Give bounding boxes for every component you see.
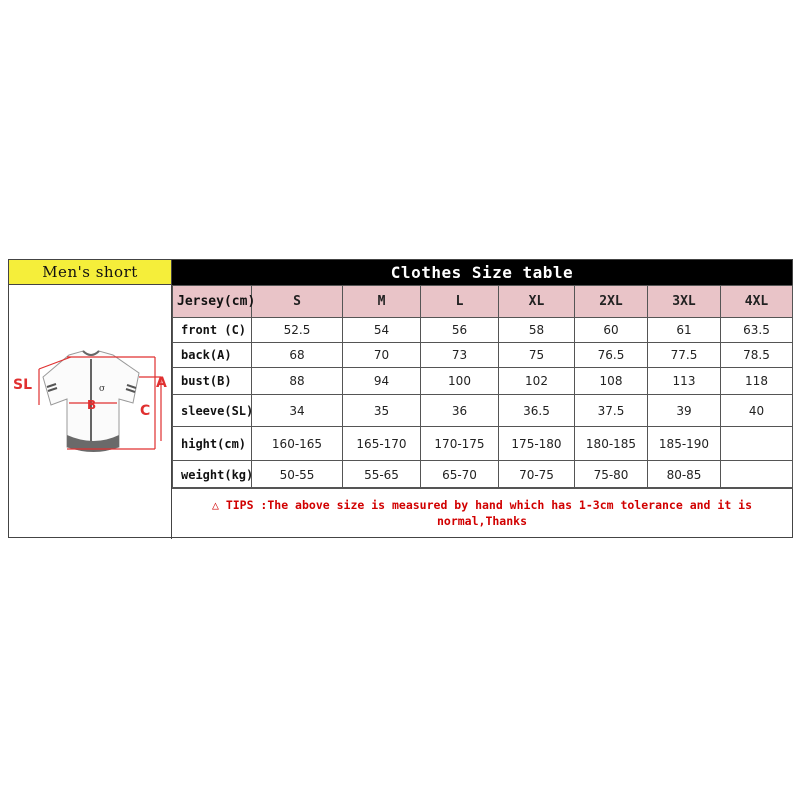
table-cell: 70 bbox=[343, 343, 421, 368]
table-cell bbox=[721, 427, 793, 461]
table-cell: 68 bbox=[252, 343, 343, 368]
row-label: front (C) bbox=[173, 318, 252, 343]
table-cell: 60 bbox=[575, 318, 648, 343]
table-cell: 100 bbox=[421, 368, 499, 395]
product-type-label: Men's short bbox=[9, 260, 172, 285]
table-cell: 58 bbox=[499, 318, 575, 343]
table-cell: 55-65 bbox=[343, 461, 421, 489]
table-cell: 56 bbox=[421, 318, 499, 343]
label-c: C bbox=[140, 403, 151, 419]
table-cell: 65-70 bbox=[421, 461, 499, 489]
table-cell: 118 bbox=[721, 368, 793, 395]
svg-text:σ: σ bbox=[99, 384, 106, 394]
table-cell: 75-80 bbox=[575, 461, 648, 489]
table-cell bbox=[721, 461, 793, 489]
table-cell: 77.5 bbox=[648, 343, 721, 368]
chart-title: Clothes Size table bbox=[172, 260, 792, 285]
table-cell: 94 bbox=[343, 368, 421, 395]
table-cell: 76.5 bbox=[575, 343, 648, 368]
table-cell: 160-165 bbox=[252, 427, 343, 461]
size-header: M bbox=[343, 286, 421, 318]
size-header: XL bbox=[499, 286, 575, 318]
jersey-diagram-cell bbox=[9, 285, 172, 539]
size-header: 3XL bbox=[648, 286, 721, 318]
table-cell: 70-75 bbox=[499, 461, 575, 489]
jersey-diagram bbox=[9, 325, 171, 455]
row-label: bust(B) bbox=[173, 368, 252, 395]
table-row bbox=[173, 368, 793, 395]
table-cell: 73 bbox=[421, 343, 499, 368]
table-cell: 39 bbox=[648, 395, 721, 427]
size-header: L bbox=[421, 286, 499, 318]
table-cell: 170-175 bbox=[421, 427, 499, 461]
table-cell: 180-185 bbox=[575, 427, 648, 461]
table-cell: 35 bbox=[343, 395, 421, 427]
row-label: sleeve(SL) bbox=[173, 395, 252, 427]
table-cell: 36.5 bbox=[499, 395, 575, 427]
table-row bbox=[173, 318, 793, 343]
row-label: back(A) bbox=[173, 343, 252, 368]
table-row bbox=[173, 343, 793, 368]
table-cell: 75 bbox=[499, 343, 575, 368]
label-sl: SL bbox=[13, 377, 33, 393]
table-cell: 34 bbox=[252, 395, 343, 427]
table-cell: 36 bbox=[421, 395, 499, 427]
table-row bbox=[173, 427, 793, 461]
table-cell: 63.5 bbox=[721, 318, 793, 343]
size-header: 2XL bbox=[575, 286, 648, 318]
size-chart bbox=[8, 259, 793, 538]
table-cell: 185-190 bbox=[648, 427, 721, 461]
table-cell: 61 bbox=[648, 318, 721, 343]
row-label: hight(cm) bbox=[173, 427, 252, 461]
table-cell: 88 bbox=[252, 368, 343, 395]
size-header: S bbox=[252, 286, 343, 318]
label-a: A bbox=[156, 375, 167, 391]
table-cell: 175-180 bbox=[499, 427, 575, 461]
size-header: 4XL bbox=[721, 286, 793, 318]
table-cell: 102 bbox=[499, 368, 575, 395]
table-cell: 54 bbox=[343, 318, 421, 343]
table-row bbox=[173, 395, 793, 427]
row-label: weight(kg) bbox=[173, 461, 252, 489]
table-cell: 113 bbox=[648, 368, 721, 395]
table-cell: 165-170 bbox=[343, 427, 421, 461]
table-cell: 40 bbox=[721, 395, 793, 427]
table-cell: 37.5 bbox=[575, 395, 648, 427]
size-table bbox=[172, 285, 793, 489]
table-cell: 108 bbox=[575, 368, 648, 395]
size-header-row bbox=[173, 286, 793, 318]
table-row bbox=[173, 461, 793, 489]
table-cell: 50-55 bbox=[252, 461, 343, 489]
tips-note: △ TIPS :The above size is measured by hand which has 1-3cm tolerance and it is normal,Thanks bbox=[172, 487, 792, 537]
table-cell: 78.5 bbox=[721, 343, 793, 368]
label-b: B bbox=[87, 398, 97, 412]
table-cell: 52.5 bbox=[252, 318, 343, 343]
table-cell: 80-85 bbox=[648, 461, 721, 489]
corner-label: Jersey(cm) bbox=[173, 286, 252, 318]
